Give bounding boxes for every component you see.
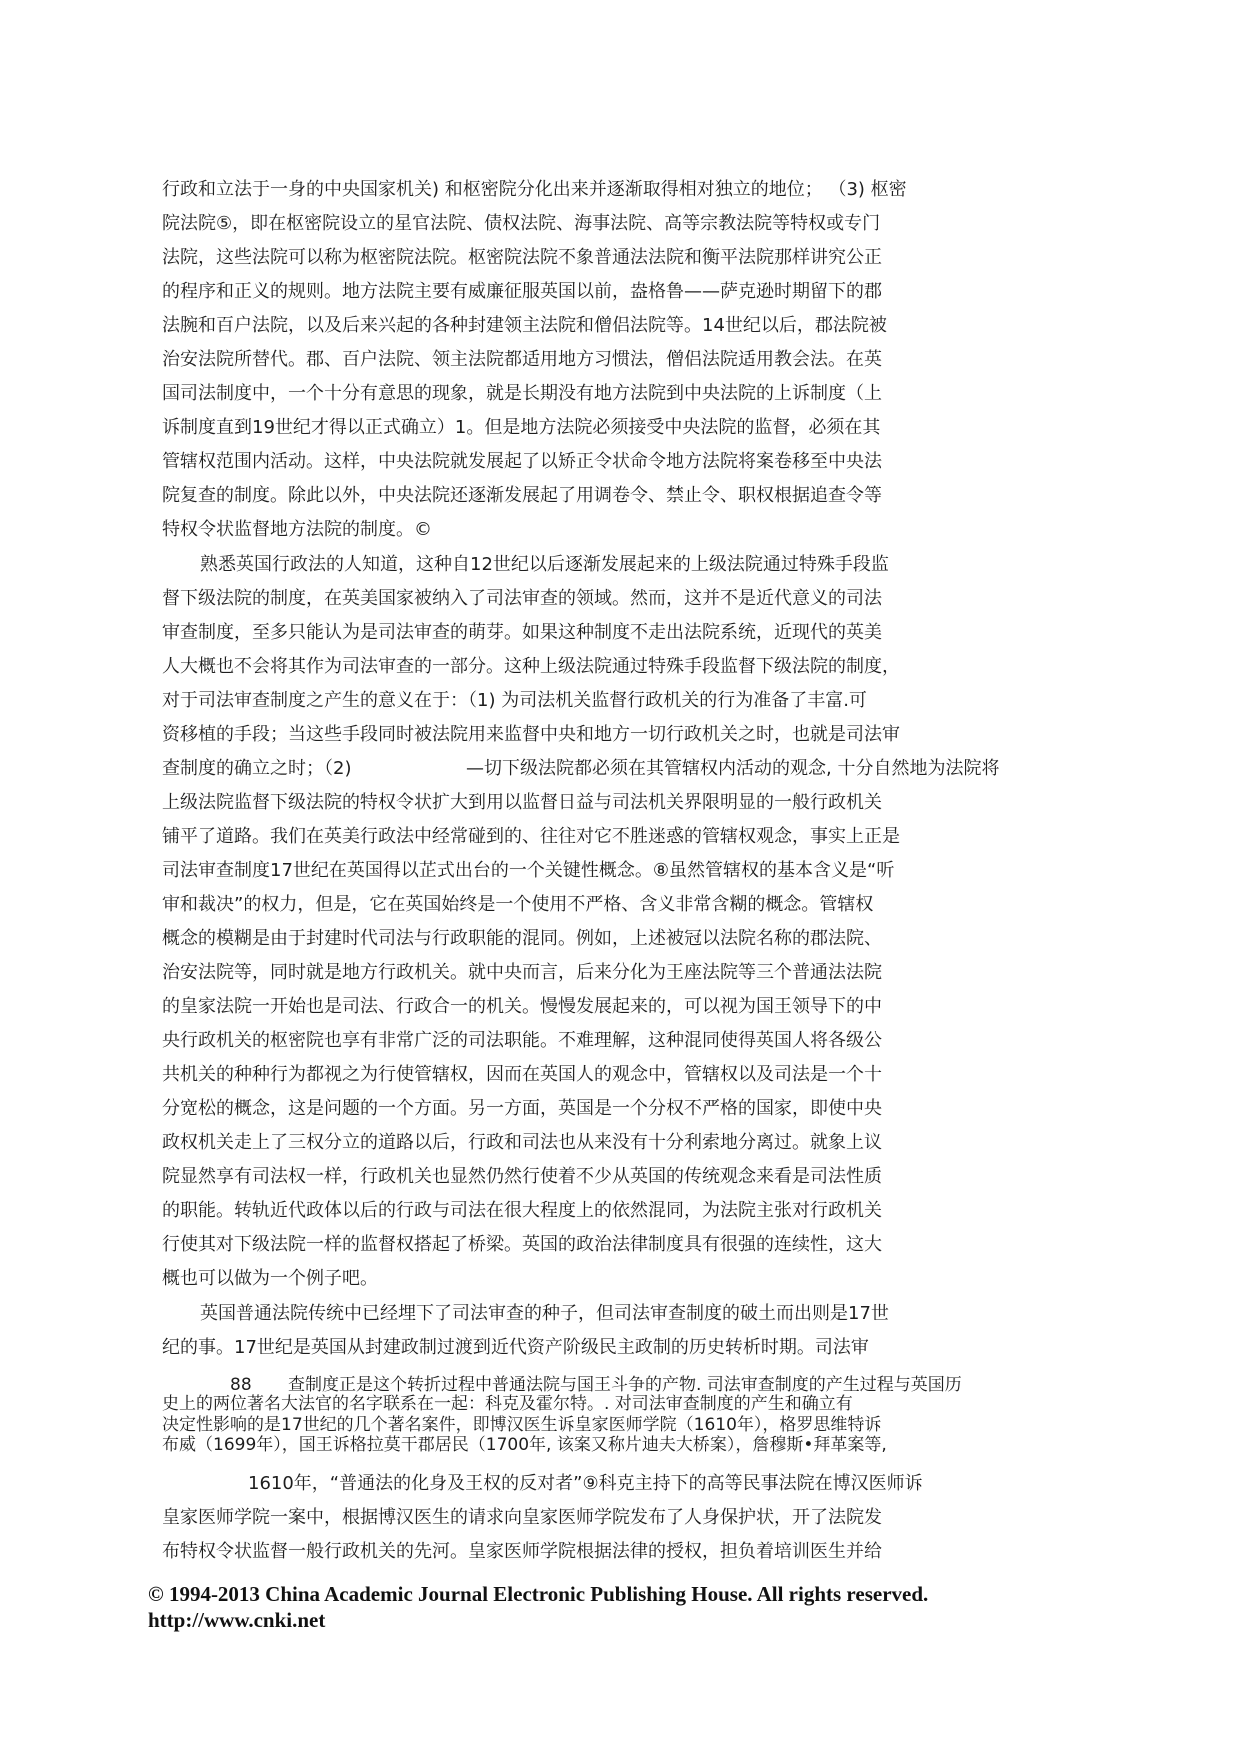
body-line-23: 概念的模糊是由于封建时代司法与行政职能的混同。例如，上述被冠以法院名称的郡法院、 bbox=[162, 928, 882, 949]
continuation-line-1: 1610年，“普通法的化身及王权的反对者”⑨科克主持下的高等民事法院在博汉医师诉 bbox=[248, 1473, 923, 1494]
continuation-line-3: 布特权令状监督一般行政机关的先河。皇家医师学院根据法律的授权，担负着培训医生并给 bbox=[162, 1541, 882, 1562]
body-line-33: 概也可以做为一个例子吧。 bbox=[162, 1268, 378, 1289]
body-line-35: 纪的事。17世纪是英国从封建政制过渡到近代资产阶级民主政制的历史转析时期。司法审 bbox=[162, 1337, 869, 1358]
body-line-10: 院复查的制度。除此以外，中央法院还逐渐发展起了用调卷令、禁止令、职权根据追查令等 bbox=[162, 485, 882, 506]
body-line-32: 行使其对下级法院一样的监督权搭起了桥梁。英国的政治法律制度具有很强的连续性，这大 bbox=[162, 1234, 882, 1255]
body-line-15: 人大概也不会将其作为司法审查的一部分。这种上级法院通过特殊手段监督下级法院的制度， bbox=[162, 656, 900, 677]
footnote-line-2: 史上的两位著名大法官的名字联系在一起：科克及霍尔特。. 对司法审查制度的产生和确立有 bbox=[162, 1394, 853, 1414]
body-line-28: 分宽松的概念，这是问题的一个方面。另一方面，英国是一个分权不严格的国家，即使中央 bbox=[162, 1098, 882, 1119]
body-line-22: 审和裁决”的权力，但是，它在英国始终是一个使用不严格、含义非常含糊的概念。管辖权 bbox=[162, 894, 874, 915]
body-line-14: 审查制度，至多只能认为是司法审查的萌芽。如果这种制度不走出法院系统，近现代的英美 bbox=[162, 622, 882, 643]
body-line-26: 央行政机关的枢密院也享有非常广泛的司法职能。不难理解，这种混同使得英国人将各级公 bbox=[162, 1030, 882, 1051]
body-line-4: 的程序和正义的规则。地方法院主要有威廉征服英国以前，盎格鲁——萨克逊时期留下的郡 bbox=[162, 281, 882, 302]
body-line-16: 对于司法审查制度之产生的意义在于：（1) 为司法机关监督行政机关的行为准备了丰富.可 bbox=[162, 690, 867, 711]
body-line-27: 共机关的种种行为都视之为行使管辖权，因而在英国人的观念中，管辖权以及司法是一个十 bbox=[162, 1064, 882, 1085]
body-line-30: 院显然享有司法权一样，行政机关也显然仍然行使着不少从英国的传统观念来看是司法性质 bbox=[162, 1166, 882, 1187]
body-line-3: 法院，这些法院可以称为枢密院法院。枢密院法院不象普通法法院和衡平法院那样讲究公正 bbox=[162, 247, 882, 268]
copyright-url: http://www.cnki.net bbox=[148, 1608, 326, 1632]
body-line-20: 铺平了道路。我们在英美行政法中经常碰到的、往往对它不胜迷惑的管辖权观念，事实上正是 bbox=[162, 826, 900, 847]
footnote-line-1: 查制度正是这个转折过程中普通法院与国王斗争的产物. 司法审查制度的产生过程与英国历 bbox=[288, 1375, 962, 1395]
body-line-12: 熟悉英国行政法的人知道，这种自12世纪以后逐渐发展起来的上级法院通过特殊手段监 bbox=[200, 554, 889, 575]
page-number: 88 bbox=[230, 1375, 252, 1395]
body-line-1: 行政和立法于一身的中央国家机关) 和枢密院分化出来并逐渐取得相对独立的地位； （3) 枢密 bbox=[162, 179, 907, 200]
copyright-notice: © 1994-2013 China Academic Journal Electronic Publishing House. All rights reserved. bbox=[148, 1582, 929, 1606]
body-line-2: 院法院⑤，即在枢密院设立的星官法院、债权法院、海事法院、高等宗教法院等特权或专门 bbox=[162, 213, 881, 234]
body-line-17: 资移植的手段；当这些手段同时被法院用来监督中央和地方一切行政机关之时，也就是司法审 bbox=[162, 724, 900, 745]
body-line-25: 的皇家法院一开始也是司法、行政合一的机关。慢慢发展起来的，可以视为国王领导下的中 bbox=[162, 996, 882, 1017]
body-line-18: 查制度的确立之时；（2) bbox=[162, 758, 352, 779]
body-line-5: 法腕和百户法院，以及后来兴起的各种封建领主法院和僧侣法院等。14世纪以后，郡法院被 bbox=[162, 315, 887, 336]
body-line-24: 治安法院等，同时就是地方行政机关。就中央而言，后来分化为王座法院等三个普通法法院 bbox=[162, 962, 882, 983]
body-line-19: 上级法院监督下级法院的特权令状扩大到用以监督日益与司法机关界限明显的一般行政机关 bbox=[162, 792, 882, 813]
body-line-7: 国司法制度中，一个十分有意思的现象，就是长期没有地方法院到中央法院的上诉制度（上 bbox=[162, 383, 882, 404]
body-line-9: 管辖权范围内活动。这样，中央法院就发展起了以矫正令状命令地方法院将案卷移至中央法 bbox=[162, 451, 882, 472]
body-line-13: 督下级法院的制度，在英美国家被纳入了司法审查的领域。然而，这并不是近代意义的司法 bbox=[162, 588, 882, 609]
footnote-line-3: 决定性影响的是17世纪的几个著名案件，即博汉医生诉皇家医师学院（1610年），格罗思维特诉 bbox=[162, 1415, 882, 1435]
continuation-line-2: 皇家医师学院一案中，根据博汉医生的请求向皇家医师学院发布了人身保护状，开了法院发 bbox=[162, 1507, 882, 1528]
body-line-11: 特权令状监督地方法院的制度。© bbox=[162, 519, 432, 540]
body-line-31: 的职能。转轨近代政体以后的行政与司法在很大程度上的依然混同，为法院主张对行政机关 bbox=[162, 1200, 882, 1221]
body-line-18-fragment: —切下级法院都必须在其管辖权内活动的观念, 十分自然地为法院将 bbox=[466, 758, 1000, 779]
footnote-line-4: 布威（1699年），国王诉格拉莫干郡居民（1700年, 该案又称片迪夫大桥案），詹穆斯•拜革案等, bbox=[162, 1435, 887, 1455]
body-line-6: 治安法院所替代。郡、百户法院、领主法院都适用地方习惯法，僧侣法院适用教会法。在英 bbox=[162, 349, 882, 370]
body-line-29: 政权机关走上了三权分立的道路以后，行政和司法也从来没有十分利索地分离过。就象上议 bbox=[162, 1132, 882, 1153]
body-line-34: 英国普通法院传统中已经埋下了司法审查的种子，但司法审查制度的破土而出则是17世 bbox=[200, 1303, 889, 1324]
body-line-21: 司法审查制度17世纪在英国得以芷式出台的一个关键性概念。⑧虽然管辖权的基本含义是“听 bbox=[162, 860, 895, 881]
body-line-8: 诉制度直到19世纪才得以正式确立）1。但是地方法院必须接受中央法院的监督，必须在其 bbox=[162, 417, 881, 438]
